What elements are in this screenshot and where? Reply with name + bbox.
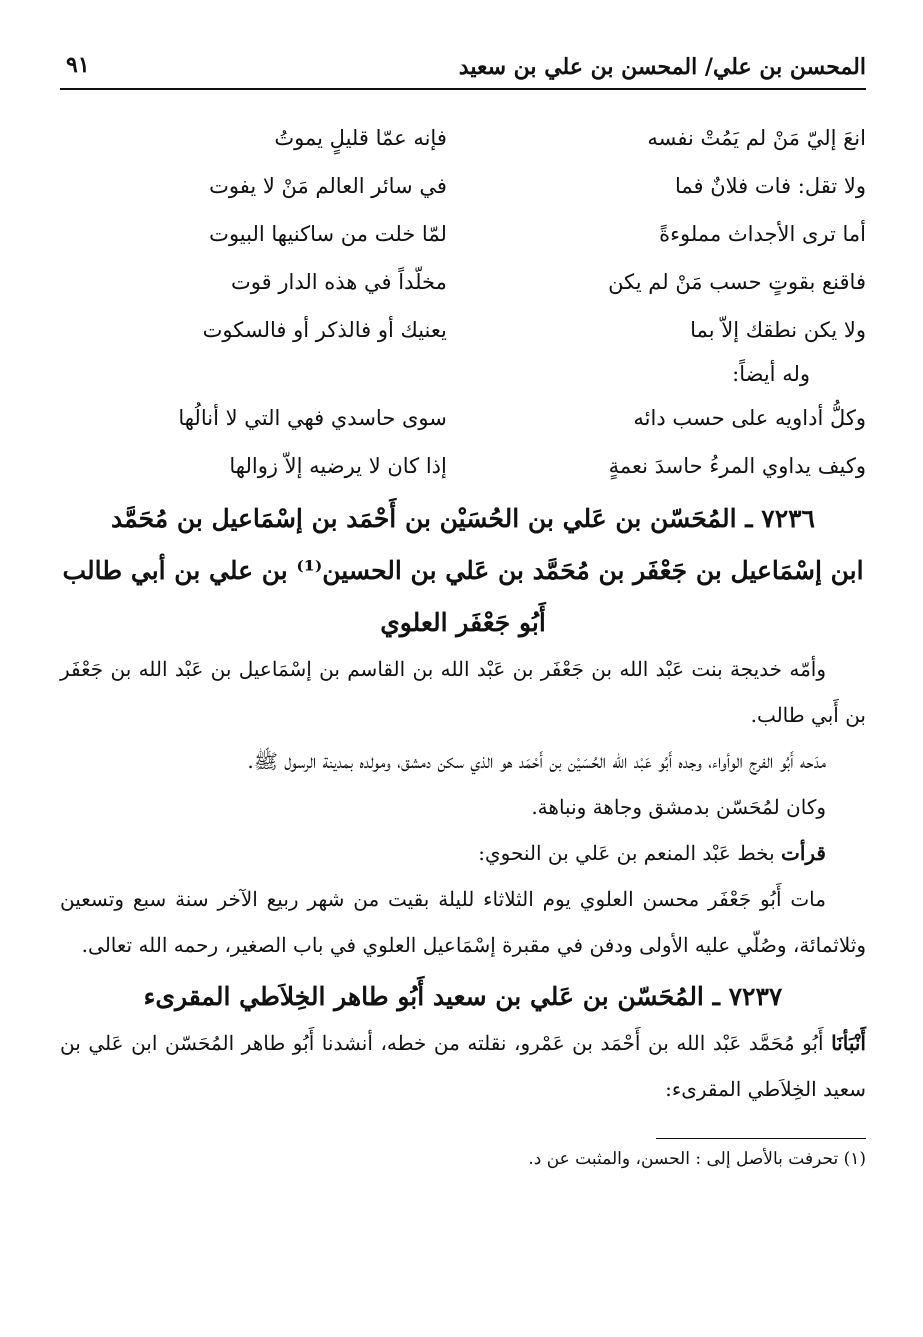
- poem-2: [60, 394, 866, 490]
- verse: [60, 258, 866, 306]
- verse-second-hemistich: لمّا خلت من ساكنيها البيوت: [209, 222, 447, 246]
- running-header: [60, 48, 866, 90]
- header-title: المحسن بن علي/ المحسن بن علي بن سعيد: [458, 54, 866, 80]
- verse-first-hemistich: وكيف يداوي المرءُ حاسدَ نعمةٍ: [608, 454, 866, 478]
- paragraph-text: بخط عَبْد المنعم بن عَلي بن النحوي:: [478, 841, 782, 865]
- verse: [60, 114, 866, 162]
- verse: [60, 210, 866, 258]
- verse: [60, 394, 866, 442]
- verse-first-hemistich: وكلُّ أداويه على حسب دائه: [633, 406, 866, 430]
- verse: [60, 306, 866, 354]
- verse-second-hemistich: فإنه عمّا قليلٍ يموتُ: [274, 126, 447, 150]
- footnote-divider: [656, 1138, 866, 1139]
- footnote: (١) تحرفت بالأصل إلى : الحسن، والمثبت عن د.: [528, 1149, 866, 1169]
- paragraph: مدَحه أَبُو الفرج الوأواء، وجده أَبُو عَبْد الله الحُسَيْن بن أَحْمَد هو الذي سكن دمشق، ومولده بمدينة الرسول ﷺ.: [247, 749, 826, 773]
- poem-intro: وله أيضاً:: [732, 362, 810, 386]
- entry-title-line: ٧٢٣٦ ـ المُحَسّن بن عَلي بن الحُسَيْن بن أَحْمَد بن إسْمَاعيل بن مُحَمَّد: [111, 504, 815, 533]
- entry-title: ٧٢٣٧ ـ المُحَسّن بن عَلي بن سعيد أَبُو طاهر الخِلاَطي المقرىء: [143, 982, 783, 1011]
- poem-1: [60, 114, 866, 354]
- verse-second-hemistich: في سائر العالم مَنْ لا يفوت: [209, 174, 447, 198]
- verse-first-hemistich: أما ترى الأجداث مملوءةً: [659, 222, 866, 246]
- paragraph: [60, 830, 866, 876]
- verse-second-hemistich: إذا كان لا يرضيه إلاّ زوالها: [229, 454, 447, 478]
- entry-title-line: ابن إسْمَاعيل بن جَعْفَر بن مُحَمَّد بن عَلي بن الحسين⁽¹⁾ بن علي بن أبي طالب: [62, 556, 864, 585]
- entry-7236: [60, 496, 866, 968]
- entry-title-line: أَبُو جَعْفَر العلوي: [380, 608, 546, 637]
- paragraph: مات أَبُو جَعْفَر محسن العلوي يوم الثلاثاء لليلة بقيت من شهر ربيع الآخر سنة سبع وتسعين وثلاثمائة، وصُلّي عليه الأولى ودفن في مقبرة إسْمَاعيل العلوي في باب الصغير، رحمه الله تعالى.: [60, 887, 866, 957]
- verse: [60, 162, 866, 210]
- verse-second-hemistich: يعنيك أو فالذكر أو فالسكوت: [202, 318, 447, 342]
- paragraph-lead-word: أَنْبَأنَا: [831, 1031, 866, 1055]
- verse-second-hemistich: سوى حاسدي فهي التي لا أنالُها: [178, 406, 447, 430]
- verse-second-hemistich: مخلّداً في هذه الدار قوت: [231, 270, 447, 294]
- book-page: [60, 48, 866, 1169]
- verse-first-hemistich: ولا تقل: فات فلانٌ فما: [674, 174, 866, 198]
- verse-first-hemistich: ولا يكن نطقك إلاّ بما: [690, 318, 866, 342]
- verse-first-hemistich: انعَ إليّ مَنْ لم يَمُتْ نفسه: [647, 126, 866, 150]
- paragraph-lead-word: قرأت: [781, 841, 826, 865]
- paragraph: [60, 1020, 866, 1112]
- entry-7237: [60, 974, 866, 1112]
- paragraph: وكان لمُحَسّن بدمشق وجاهة ونباهة.: [531, 795, 826, 819]
- paragraph-text: أَبُو مُحَمَّد عَبْد الله بن أَحْمَد بن عَمْرو، نقلته من خطه، أنشدنا أَبُو طاهر المُحَسّن ابن عَلي بن سعيد الخِلاَطي المقرىء:: [60, 1031, 866, 1101]
- paragraph: وأمّه خديجة بنت عَبْد الله بن جَعْفَر بن عَبْد الله بن القاسم بن إسْمَاعيل بن عَبْد الله بن جَعْفَر بن أَبي طالب.: [60, 657, 866, 727]
- page-number: ٩١: [66, 52, 90, 78]
- verse-first-hemistich: فاقنع بقوتٍ حسب مَنْ لم يكن: [608, 270, 866, 294]
- verse: [60, 442, 866, 490]
